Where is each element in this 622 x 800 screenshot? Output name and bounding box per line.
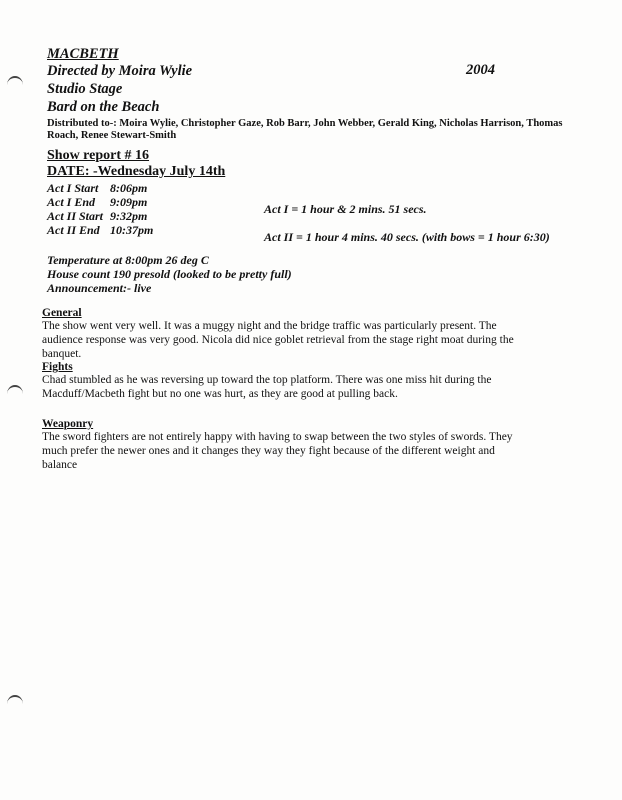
- section-text: Chad stumbled as he was reversing up toward the top platform. There was one miss hit during the: [42, 374, 492, 386]
- year: 2004: [466, 62, 495, 78]
- section-heading: Fights: [42, 361, 73, 373]
- timing-value: 9:09pm: [110, 195, 148, 209]
- timing-label: Act I Start: [47, 181, 99, 195]
- report-date: DATE: -Wednesday July 14th: [47, 164, 226, 179]
- director: Directed by Moira Wylie: [47, 63, 193, 79]
- section-text: audience response was very good. Nicola did nice goblet retrieval from the stage right moat during the: [42, 334, 514, 346]
- timing-value: 8:06pm: [110, 181, 148, 195]
- section-text: The sword fighters are not entirely happy with having to swap between the two styles of swords. They: [42, 431, 513, 443]
- punch-hole-top: [7, 76, 23, 94]
- timing-label: Act II Start: [47, 209, 104, 223]
- timing-value: 10:37pm: [110, 223, 154, 237]
- timing-label: Act II End: [47, 223, 100, 237]
- venue: Studio Stage: [47, 81, 123, 97]
- report-number: Show report # 16: [47, 148, 150, 163]
- section-heading: Weaponry: [42, 418, 94, 430]
- house-count: House count 190 presold (looked to be pretty full): [47, 267, 292, 281]
- section-heading: General: [42, 307, 82, 319]
- temperature: Temperature at 8:00pm 26 deg C: [47, 253, 209, 267]
- act1-duration: Act I = 1 hour & 2 mins. 51 secs.: [264, 202, 427, 216]
- act2-duration: Act II = 1 hour 4 mins. 40 secs. (with bows = 1 hour 6:30): [264, 230, 550, 244]
- timing-label: Act I End: [47, 195, 96, 209]
- section-text: The show went very well. It was a muggy night and the bridge traffic was particularly present. The: [42, 320, 497, 332]
- company: Bard on the Beach: [47, 99, 160, 115]
- section-text: balance: [42, 459, 78, 471]
- section-text: much prefer the newer ones and it changes they way they fight because of the different weight and: [42, 445, 495, 457]
- play-title: MACBETH: [47, 46, 119, 62]
- punch-hole-middle: [7, 385, 23, 403]
- distribution-line-2: Roach, Renee Stewart-Smith: [47, 130, 177, 141]
- punch-hole-bottom: [7, 695, 23, 713]
- section-text: banquet.: [42, 348, 82, 360]
- distribution-line-1: Distributed to-: Moira Wylie, Christopher Gaze, Rob Barr, John Webber, Gerald King, Nicholas Harrison, Thomas: [47, 118, 563, 129]
- section-text: Macduff/Macbeth fight but no one was hurt, as they are good at pulling back.: [42, 388, 398, 400]
- announcement: Announcement:- live: [47, 281, 152, 295]
- timing-value: 9:32pm: [110, 209, 148, 223]
